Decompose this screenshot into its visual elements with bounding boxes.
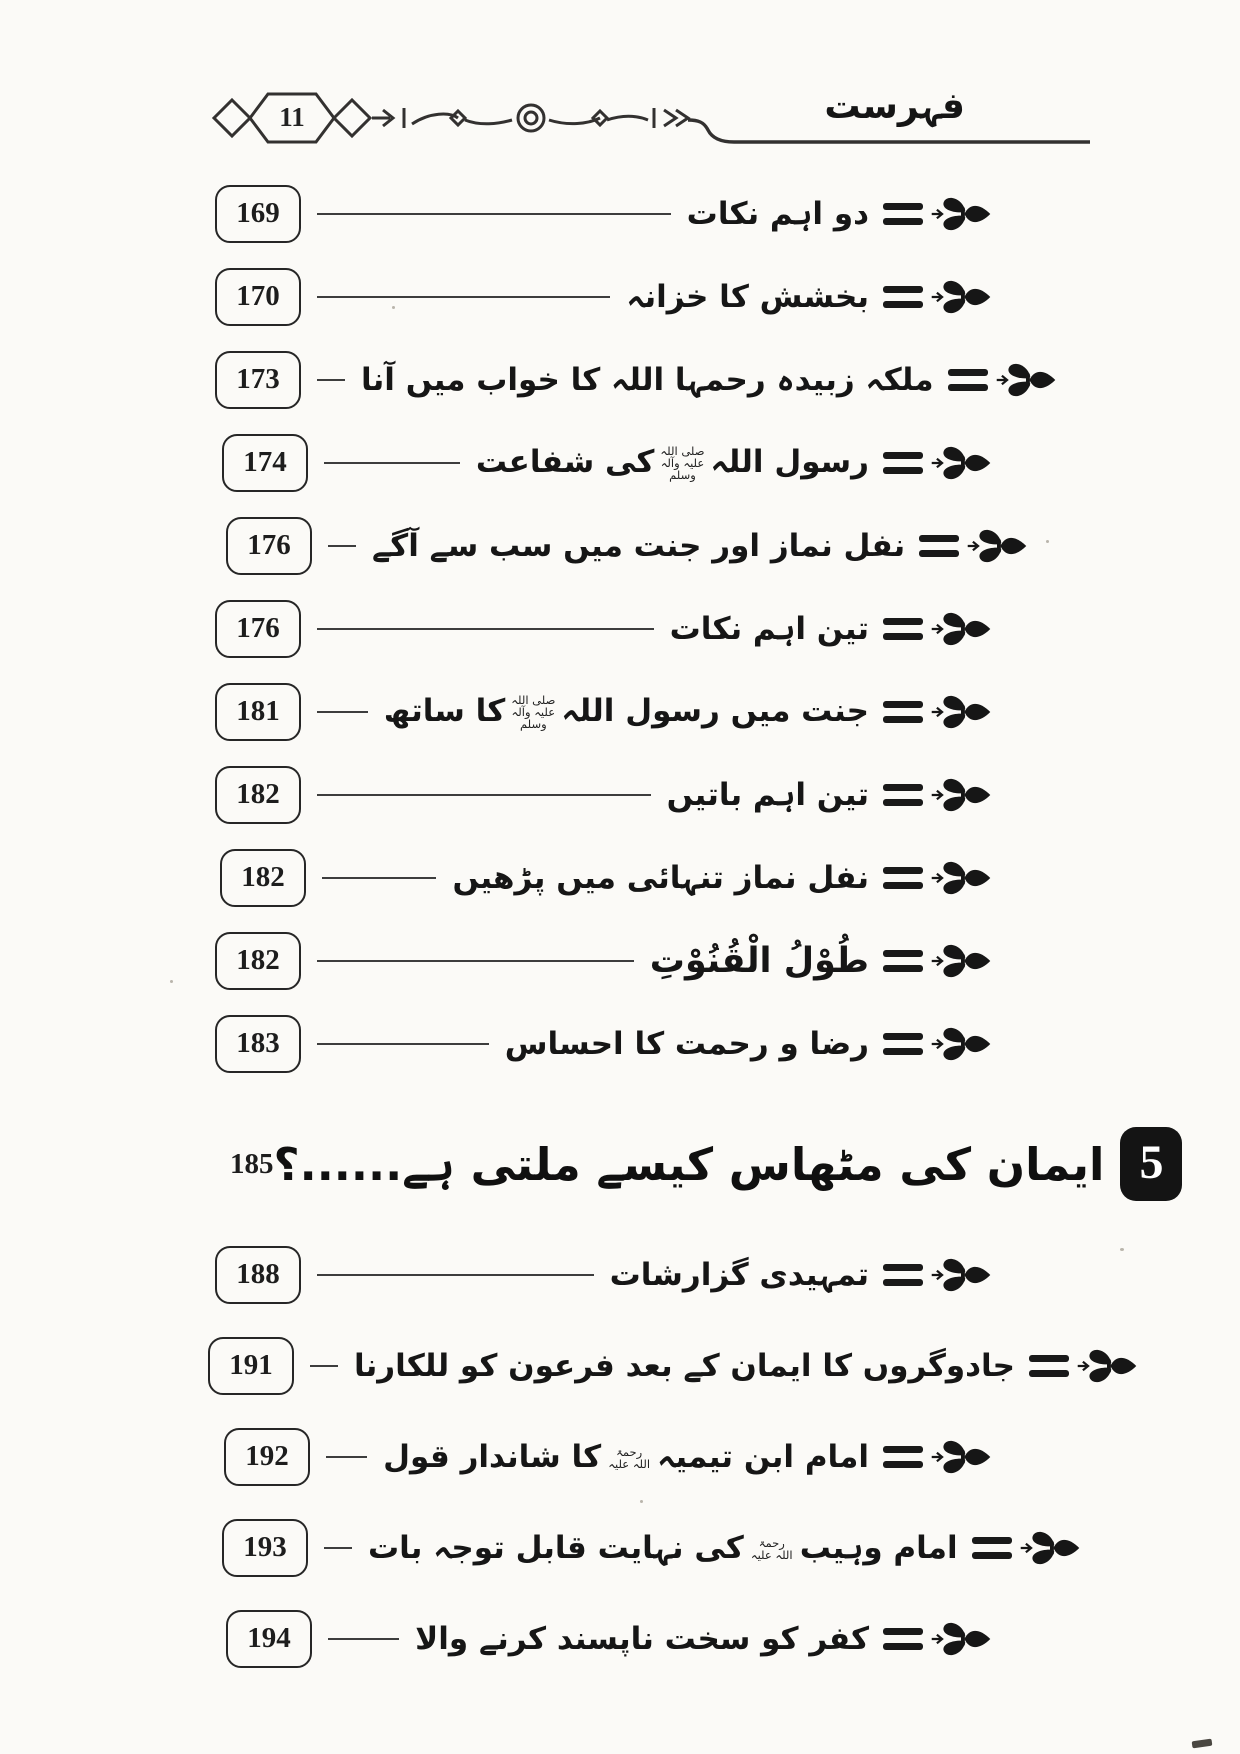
entry-title-text: کی شفاعت	[475, 443, 655, 480]
entry-bullet	[883, 853, 1005, 903]
entry-title-text: تین اہم نکات	[669, 610, 869, 647]
scan-speckle	[1120, 1248, 1124, 1251]
leader-line	[317, 711, 368, 713]
scan-speckle	[392, 306, 395, 309]
entry-bullet	[883, 1614, 1005, 1664]
page-number: 188	[236, 1258, 280, 1290]
entry-title-text: کا شاندار قول	[383, 1438, 602, 1475]
toc-entry	[0, 587, 1240, 670]
scan-speckle	[170, 980, 173, 983]
leader-line	[317, 1043, 489, 1045]
scan-speckle	[1046, 540, 1049, 543]
toc-list-continued	[0, 1229, 1240, 1684]
equals-ornament-icon	[883, 1628, 923, 1650]
page-number: 193	[243, 1531, 287, 1563]
page-number-box	[222, 434, 308, 492]
toc-entry	[0, 1502, 1240, 1593]
toc-entry	[0, 919, 1240, 1002]
scan-corner-mark	[1192, 1739, 1213, 1749]
entry-title-text: کا ساتھ	[383, 692, 506, 729]
entry-bullet	[883, 936, 1005, 986]
fleur-de-lis-icon	[1076, 1341, 1138, 1391]
fleur-de-lis-icon	[930, 770, 992, 820]
section-title: ایمان کی مٹھاس کیسے ملتی ہے......؟	[273, 1137, 1105, 1191]
page-number: 183	[236, 1027, 280, 1059]
diamond-ornament-icon	[334, 100, 370, 136]
page-number-box	[215, 185, 301, 243]
toc-entry	[0, 421, 1240, 504]
entry-title-text: نفل نماز اور جنت میں سب سے آگے	[372, 527, 906, 564]
fleur-de-lis-icon	[930, 272, 992, 322]
leader-line	[328, 1638, 399, 1640]
page-number-box	[215, 683, 301, 741]
header-page-number: 11	[279, 102, 305, 132]
entry-title	[368, 1530, 958, 1566]
toc-entry	[0, 753, 1240, 836]
equals-ornament-icon	[883, 618, 923, 640]
fleur-de-lis-icon	[966, 521, 1028, 571]
page-number: 182	[241, 861, 285, 893]
entry-title	[670, 611, 869, 647]
toc-entry	[0, 504, 1240, 587]
fleur-de-lis-icon	[930, 853, 992, 903]
equals-ornament-icon	[883, 286, 923, 308]
fleur-de-lis-icon	[930, 687, 992, 737]
page-number-box	[222, 1519, 308, 1577]
equals-ornament-icon	[919, 535, 959, 557]
entry-title-text: نفل نماز تنہائی میں پڑھیں	[452, 859, 869, 896]
entry-bullet	[1029, 1341, 1151, 1391]
leader-line	[317, 296, 610, 298]
entry-title	[361, 362, 934, 398]
scan-speckle	[640, 1500, 643, 1503]
page-number-box	[215, 932, 301, 990]
fleur-de-lis-icon	[930, 1250, 992, 1300]
entry-title	[452, 860, 869, 896]
toc-entry	[0, 255, 1240, 338]
entry-title-text: طُوْلُ الْقُنُوْتِ	[649, 940, 869, 981]
entry-bullet	[883, 189, 1005, 239]
leader-line	[310, 1365, 338, 1367]
entry-title	[626, 279, 869, 315]
entry-title-text: جادوگروں کا ایمان کے بعد فرعون کو للکارنا	[354, 1347, 1016, 1384]
equals-ornament-icon	[883, 1446, 923, 1468]
page-number: 194	[247, 1622, 291, 1654]
entry-title-text: جنت میں رسول اللہ	[561, 692, 869, 729]
entry-title	[667, 777, 869, 813]
section-page-number: 185	[230, 1147, 274, 1180]
honorific-mark: صلی اللہ علیہ وآلہ وسلم	[660, 444, 705, 483]
entry-title	[372, 528, 905, 564]
leader-line	[317, 1274, 594, 1276]
page-number-box	[215, 766, 301, 824]
fleur-de-lis-icon	[930, 1614, 992, 1664]
equals-ornament-icon	[883, 1033, 923, 1055]
equals-ornament-icon	[883, 701, 923, 723]
honorific-mark: رحمۃ اللہ علیہ	[750, 1535, 793, 1562]
entry-bullet	[972, 1523, 1094, 1573]
entry-bullet	[883, 604, 1005, 654]
honorific-mark: صلی اللہ علیہ وآلہ وسلم	[511, 693, 556, 732]
page-number-box	[220, 849, 306, 907]
page-number: 174	[243, 446, 287, 478]
entry-title-text: امام ابن تیمیہ	[657, 1438, 869, 1475]
page-number: 182	[236, 778, 280, 810]
section-number: 5	[1139, 1135, 1164, 1189]
entry-title	[415, 1621, 869, 1657]
header-ornament-rule	[0, 78, 1240, 158]
equals-ornament-icon	[883, 784, 923, 806]
fleur-de-lis-icon	[995, 355, 1057, 405]
leader-line	[317, 960, 634, 962]
section-heading-row	[0, 1099, 1240, 1229]
diamond-ornament-icon	[214, 100, 250, 136]
entry-title	[476, 444, 869, 482]
fleur-de-lis-icon	[930, 936, 992, 986]
toc-entry	[0, 670, 1240, 753]
entry-title	[687, 196, 869, 232]
entry-bullet	[883, 1250, 1005, 1300]
page-number: 182	[236, 944, 280, 976]
fleur-de-lis-icon	[930, 438, 992, 488]
entry-title-text: رضا و رحمت کا احساس	[504, 1025, 869, 1062]
entry-title-text: تین اہم باتیں	[666, 776, 869, 813]
page-number: 181	[236, 695, 280, 727]
toc-entry	[0, 1320, 1240, 1411]
page-number: 169	[236, 197, 280, 229]
toc-list	[0, 172, 1240, 1684]
entry-title-text: دو اہم نکات	[686, 195, 869, 232]
section-number-box	[1120, 1127, 1182, 1201]
page-number-box	[215, 1246, 301, 1304]
entry-bullet	[883, 1019, 1005, 1069]
fleur-de-lis-icon	[930, 1019, 992, 1069]
entry-bullet	[883, 438, 1005, 488]
honorific-mark: رحمۃ اللہ علیہ	[608, 1444, 651, 1471]
entry-title	[383, 1439, 869, 1475]
page-number-box	[215, 268, 301, 326]
entry-title-text: امام وہیب	[799, 1529, 958, 1566]
page-number-box	[226, 517, 312, 575]
leader-line	[317, 628, 654, 630]
page-number: 173	[236, 363, 280, 395]
page-number: 191	[229, 1349, 273, 1381]
entry-title-text: بخشش کا خزانہ	[626, 278, 869, 315]
entry-bullet	[919, 521, 1041, 571]
entry-title-text: تمہیدی گزارشات	[609, 1256, 869, 1293]
page-number: 170	[236, 280, 280, 312]
page-number-box	[215, 600, 301, 658]
leader-line	[328, 545, 356, 547]
leader-line	[317, 794, 651, 796]
page-number: 192	[245, 1440, 289, 1472]
toc-entry	[0, 1002, 1240, 1085]
leader-line	[324, 462, 460, 464]
leader-line	[324, 1547, 352, 1549]
entry-title-text: کفر کو سخت ناپسند کرنے والا	[415, 1620, 869, 1657]
toc-entry	[0, 338, 1240, 421]
entry-bullet	[948, 355, 1070, 405]
entry-bullet	[883, 272, 1005, 322]
entry-title	[354, 1348, 1015, 1384]
equals-ornament-icon	[883, 1264, 923, 1286]
entry-title-text: ملکہ زبیدہ رحمہا اللہ کا خواب میں آنا	[361, 361, 934, 398]
fleur-de-lis-icon	[930, 1432, 992, 1482]
equals-ornament-icon	[883, 867, 923, 889]
fleur-de-lis-icon	[930, 189, 992, 239]
entry-title	[384, 693, 869, 731]
fleur-de-lis-icon	[930, 604, 992, 654]
toc-entry	[0, 836, 1240, 919]
entry-title	[505, 1026, 869, 1062]
entry-bullet	[883, 770, 1005, 820]
equals-ornament-icon	[883, 203, 923, 225]
equals-ornament-icon	[972, 1537, 1012, 1559]
entry-title	[650, 941, 869, 981]
entry-bullet	[883, 1432, 1005, 1482]
page-number: 176	[247, 529, 291, 561]
equals-ornament-icon	[883, 950, 923, 972]
entry-title-text: کی نہایت قابل توجہ بات	[368, 1529, 744, 1566]
equals-ornament-icon	[948, 369, 988, 391]
page-number-box	[208, 1337, 294, 1395]
fleur-de-lis-icon	[1019, 1523, 1081, 1573]
toc-entry	[0, 172, 1240, 255]
toc-entry	[0, 1229, 1240, 1320]
leader-line	[317, 213, 671, 215]
entry-bullet	[883, 687, 1005, 737]
page-number-box	[226, 1610, 312, 1668]
page-number-box	[215, 351, 301, 409]
entry-title	[610, 1257, 869, 1293]
leader-line	[326, 1456, 367, 1458]
leader-line	[322, 877, 436, 879]
page-number: 176	[236, 612, 280, 644]
header-title: فہرست	[824, 86, 965, 127]
entry-title-text: رسول اللہ	[710, 443, 869, 480]
equals-ornament-icon	[883, 452, 923, 474]
toc-entry	[0, 1593, 1240, 1684]
leader-line	[317, 379, 345, 381]
toc-entry	[0, 1411, 1240, 1502]
page-number-box	[224, 1428, 310, 1486]
page-number-box	[215, 1015, 301, 1073]
equals-ornament-icon	[1029, 1355, 1069, 1377]
